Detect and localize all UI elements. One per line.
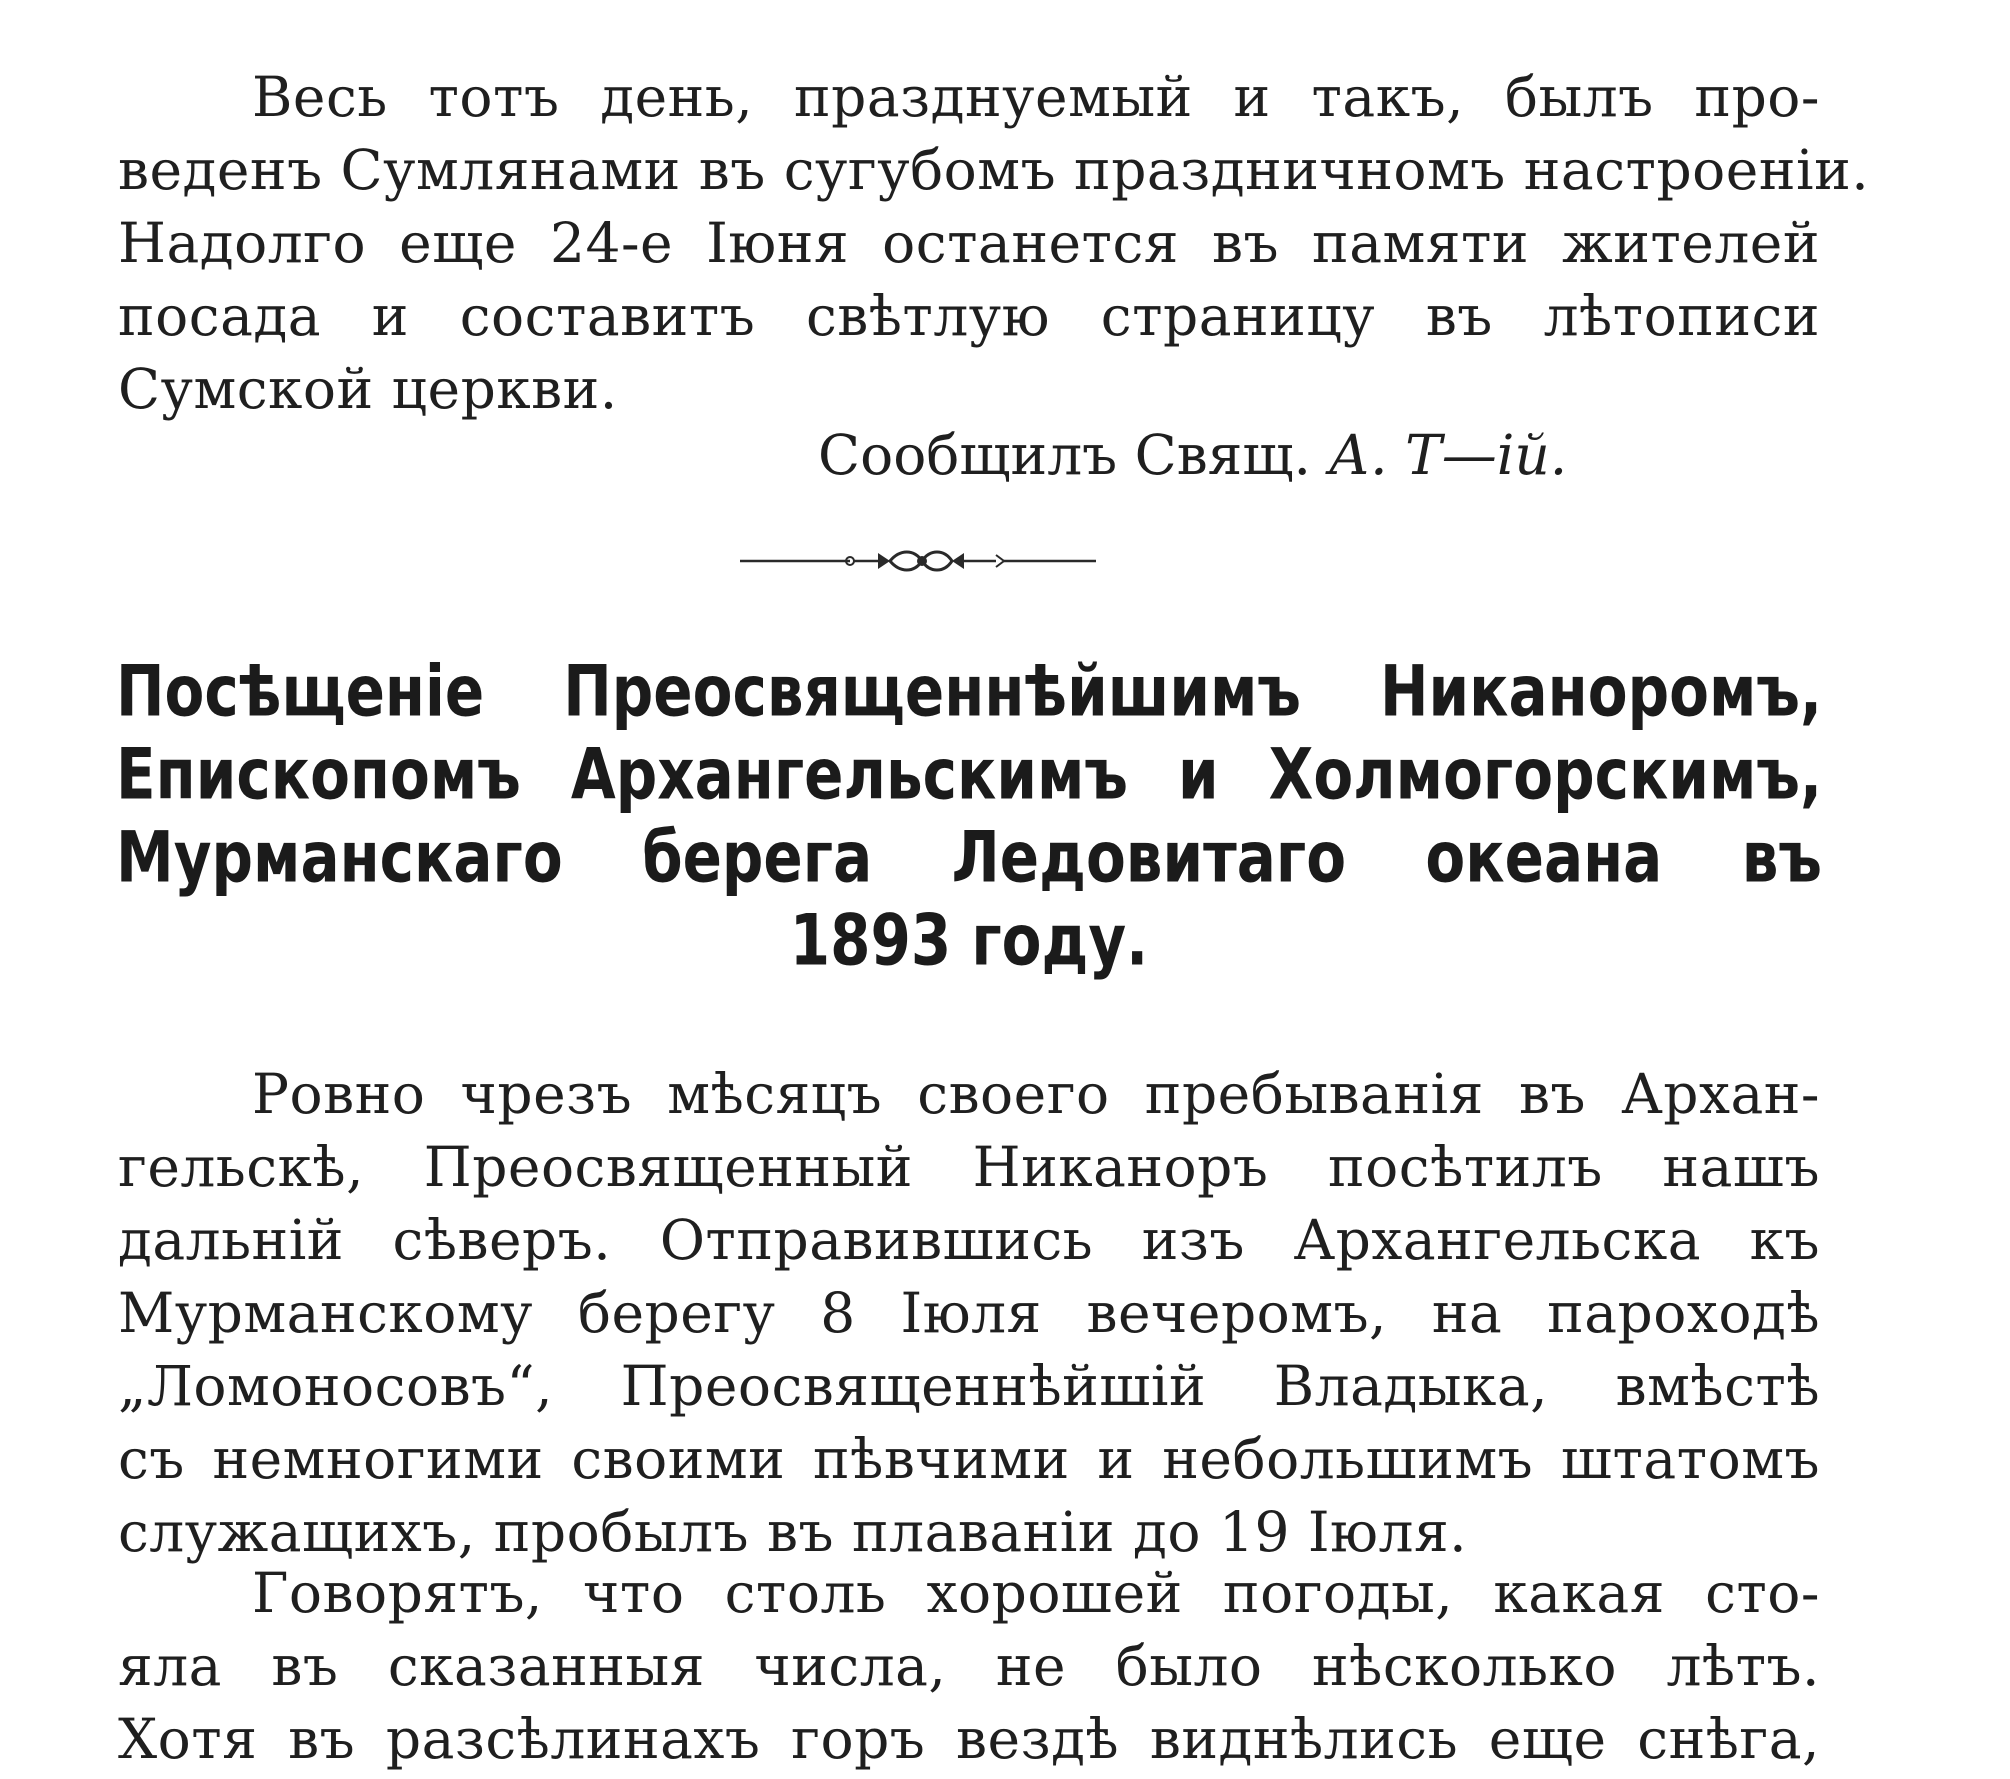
signature-name: А. Т—iй. — [1328, 423, 1568, 487]
text-line: Говорятъ, что столь хорошей погоды, какая сто- — [252, 1561, 1820, 1625]
article-heading-line: 1893 году. — [789, 898, 1149, 982]
text-line: „Ломоносовъ“, Преосвященнѣйшiй Владыка, вмѣстѣ — [118, 1354, 1820, 1418]
text-line: веденъ Сумлянами въ сугубомъ праздничномъ настроенiи. — [118, 138, 1870, 202]
text-line: служащихъ, пробылъ въ плаванiи до 19 Iюля. — [118, 1500, 1468, 1564]
text-line: Хотя въ разсѣлинахъ горъ вездѣ виднѣлись еще снѣга, — [118, 1707, 1820, 1771]
signature-prefix: Сообщилъ Свящ. — [818, 423, 1311, 487]
article-heading-line: Епископомъ Архангельскимъ и Холмогорскимъ, — [116, 732, 1822, 816]
text-line: Весь тотъ день, празднуемый и такъ, былъ про- — [252, 65, 1820, 129]
text-line: съ немногими своими пѣвчими и небольшимъ штатомъ — [118, 1427, 1820, 1491]
text-line: Надолго еще 24-е Iюня останется въ памяти жителей — [118, 211, 1820, 275]
article-heading-line: Посѣщенiе Преосвященнѣйшимъ Никаноромъ, — [116, 649, 1822, 733]
text-line: Сумской церкви. — [118, 357, 618, 421]
text-line: гельскѣ, Преосвященный Никаноръ посѣтилъ нашъ — [118, 1135, 1820, 1199]
text-line: Ровно чрезъ мѣсяцъ своего пребыванiя въ Архан- — [252, 1062, 1820, 1126]
text-line: Мурманскому берегу 8 Iюля вечеромъ, на пароходѣ — [118, 1281, 1820, 1345]
text-line: яла въ сказанныя числа, не было нѣсколько лѣтъ. — [118, 1634, 1820, 1698]
text-line: дальнiй сѣверъ. Отправившись изъ Архангельска къ — [118, 1208, 1820, 1272]
text-line: посада и составитъ свѣтлую страницу въ лѣтописи — [118, 284, 1820, 348]
signature — [818, 415, 1567, 495]
article-heading-line: Мурманскаго берега Ледовитаго океана въ — [116, 815, 1822, 899]
divider-ornament-icon — [738, 541, 1098, 581]
